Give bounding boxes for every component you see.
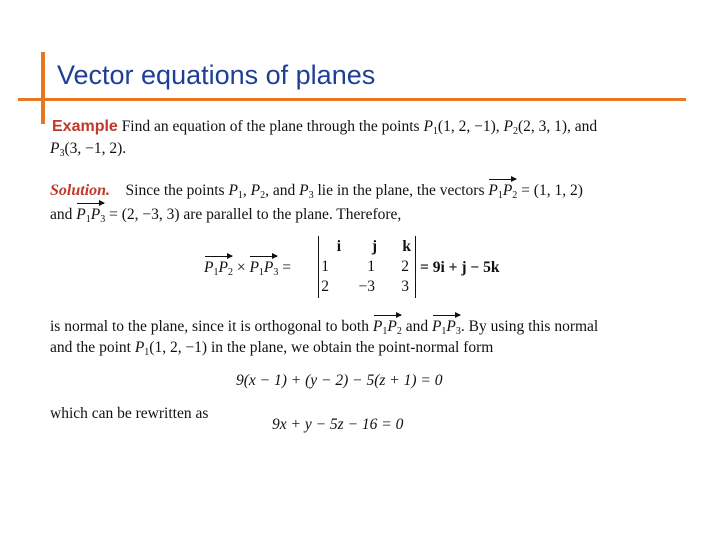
point-normal-equation: 9(x − 1) + (y − 2) − 5(z + 1) = 0 xyxy=(236,372,443,389)
accent-horizontal-bar xyxy=(18,98,686,101)
example-line-1: Example Find an equation of the plane through the points $P_1(1$, 2, −1), $P_2(2$, 3, 1), and xyxy=(52,118,598,137)
normal-text-b: and xyxy=(405,318,429,335)
example-label: Example xyxy=(52,118,118,135)
vector-p1p2: $P_1P_2$ xyxy=(488,182,517,205)
solution-text-a: Since the points xyxy=(125,182,225,199)
rewrite-text: which can be rewritten as xyxy=(50,405,209,422)
vector-p1p3: $P_1P_3$ xyxy=(76,206,105,229)
solution-label: Solution. xyxy=(50,182,111,199)
det-r3c1: 2 xyxy=(321,278,329,295)
det-r2c1: 1 xyxy=(321,258,329,275)
vector-p1p2-value: = (1, 1, 2) xyxy=(521,182,583,199)
det-r3c3: 3 xyxy=(401,278,409,295)
final-equation: 9x + y − 5z − 16 = 0 xyxy=(272,416,404,433)
solution-parallel-text: are parallel to the plane. Therefore, xyxy=(183,206,402,223)
det-r3c2: −3 xyxy=(358,278,375,295)
cross-product-lhs: $P_1P_2 \times P_1P_3$ = xyxy=(204,259,291,282)
example-and: and xyxy=(574,118,598,135)
point-p1: (1, 2, −1), xyxy=(437,118,500,135)
solution-line-2 xyxy=(50,206,401,229)
det-r1c1: i xyxy=(336,238,341,255)
det-r2c2: 1 xyxy=(367,258,375,275)
example-line-2: $P_3(3$, −1, 2). xyxy=(50,140,127,159)
normal-form-text: (1, 2, −1) in the plane, we obtain the point-normal form xyxy=(149,339,494,356)
normal-text-a: is normal to the plane, since it is orthogonal to both xyxy=(50,318,369,335)
cross-product-result: = 9i + j − 5k xyxy=(420,259,500,276)
normal-line-2: and the point $P_1(1$, 2, −1) in the plane, we obtain the point-normal form xyxy=(50,339,494,358)
solution-and: and xyxy=(50,206,73,223)
accent-vertical-bar xyxy=(41,52,45,124)
solution-text-b: and xyxy=(272,182,296,199)
normal-line-1: is normal to the plane, since it is orthogonal to both $P_1P_2$ and $P_1P_3$. By using this normal xyxy=(50,318,598,341)
det-r2c3: 2 xyxy=(401,258,409,275)
point-p3: (3, −1, 2). xyxy=(64,140,127,157)
normal-text-c: . By using this normal xyxy=(460,318,599,335)
point-p2: (2, 3, 1), xyxy=(517,118,571,135)
example-text: Find an equation of the plane through the points xyxy=(121,118,420,135)
det-r1c2: j xyxy=(371,238,377,255)
det-r1c3: k xyxy=(402,238,411,255)
solution-line-1: Solution. Since the points $P_1$, $P_2$, and $P_3$ lie in the plane, the vectors $P_1P_2 = (1$, 1, 2) xyxy=(50,182,583,205)
solution-text-c: lie in the plane, the vectors xyxy=(317,182,485,199)
determinant-matrix xyxy=(318,236,416,298)
vector-p1p3-value: = (2, −3, 3) xyxy=(109,206,180,223)
normal-point-text: and the point xyxy=(50,339,131,356)
slide-title: Vector equations of planes xyxy=(57,60,376,90)
